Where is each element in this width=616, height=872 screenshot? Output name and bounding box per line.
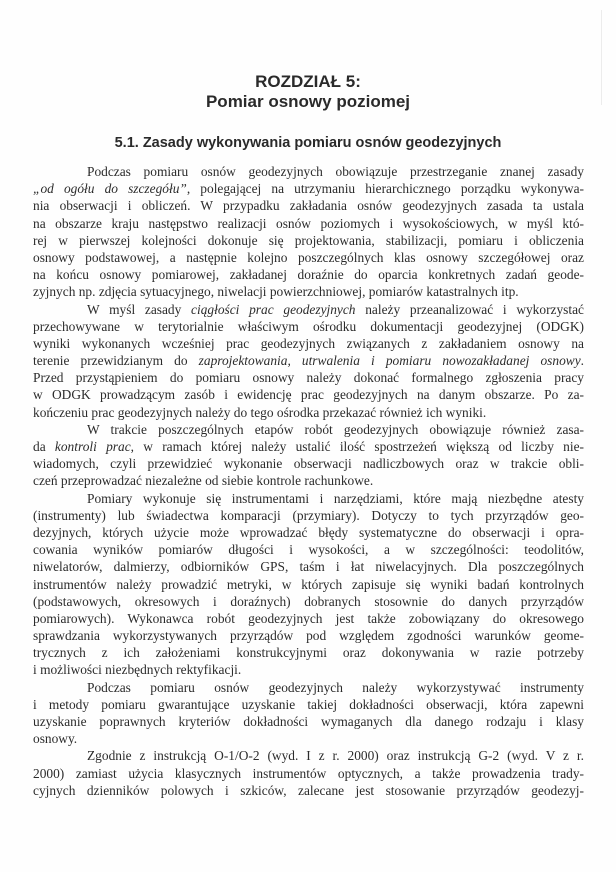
text-line xyxy=(33,593,584,610)
text-run: Przed przystąpieniem do pomiaru osnowy należy dokonać formalnego zgłoszenia pracy xyxy=(33,370,584,386)
text-run: osnowy. xyxy=(33,731,78,747)
text-run: W myśl zasady xyxy=(87,301,192,317)
text-run: przechowywane w terytorialnie właściwym ośrodku dokumentacji geodezyjnej (ODGK) xyxy=(33,318,584,334)
chapter-label: ROZDZIAŁ 5: xyxy=(255,72,361,91)
text-run: cyjnych dzienników polowych i szkiców, zalecane jest stosowanie przyrządów geodezyj- xyxy=(33,782,584,798)
text-run: zyjnych np. zdjęcia sytuacyjnego, niwelacji powierzchniowej, pomiarów katastralnych itp. xyxy=(33,284,519,300)
text-line xyxy=(33,232,584,249)
text-line xyxy=(33,163,584,180)
emphasis-text: kontroli prac xyxy=(54,439,131,454)
text-run: niwelatorów, dalmierzy, odbiorników GPS, taśm i łat niwelacyjnych. Dla poszczególnych xyxy=(33,559,584,575)
chapter-title: Pomiar osnowy poziomej xyxy=(205,92,411,111)
text-line xyxy=(33,541,584,558)
text-run: instrumentów należy prowadzić metryki, w których zapisuje się wyniki badań kontrolnych xyxy=(33,576,584,592)
emphasis-text: zaprojektowania, utrwalenia i pomiaru nowozakładanej osnowy xyxy=(198,353,581,369)
text-line xyxy=(33,249,584,266)
text-line xyxy=(33,369,584,386)
text-run: sprawdzania wykorzystywanych przyrządów pod względem zgodności warunków geome- xyxy=(33,628,584,644)
text-line xyxy=(33,782,584,799)
text-line xyxy=(33,438,584,455)
text-run: da xyxy=(33,439,55,454)
text-run: i możliwości niezbędnych rektyfikacji. xyxy=(33,662,242,678)
text-line xyxy=(33,318,584,335)
text-run: nia obserwacji i obliczeń. W przypadku zakładania osnów geodezyjnych zasada ta ustala xyxy=(33,198,584,214)
text-run: na obszarze kraju następstwo realizacji osnów poziomych i wysokościowych, w myśl któ- xyxy=(33,215,584,231)
text-line xyxy=(33,661,584,678)
text-run: Pomiary wykonuje się instrumentami i narzędziami, które mają niezbędne atesty xyxy=(87,490,584,506)
text-run: wyniki wykonanych wcześniej prac geodezyjnych związanych z zakładaniem osnowy na xyxy=(33,335,584,351)
text-line xyxy=(33,421,584,438)
text-line xyxy=(33,404,584,421)
text-run: (instrumenty) lub świadectwa komparacji (przymiary). Dotyczy to tych przyrządów geo- xyxy=(33,507,584,523)
text-line xyxy=(33,696,584,713)
text-line xyxy=(33,490,584,507)
text-run: na końcu osnowy pomiarowej, zakładanej doraźnie do oparcia konkretnych zadań geode- xyxy=(33,267,584,283)
text-run: (podstawowych, okresowych i doraźnych) dobranych stosownie do danych przyrządów xyxy=(33,593,584,609)
text-line xyxy=(33,558,584,575)
text-run: czeń przeprowadzać niezależne od siebie kontrole rachunkowe. xyxy=(33,473,374,489)
text-run: 2000) zamiast użycia klasycznych instrumentów optycznych, a także prowadzenia trady- xyxy=(33,765,584,781)
text-line xyxy=(33,507,584,524)
text-line xyxy=(33,679,584,696)
text-run: wiadomych, czyli przewidzieć wykonanie obserwacji nadliczbowych oraz w trakcie obli- xyxy=(33,456,584,472)
text-run: W trakcie poszczególnych etapów robót geodezyjnych obowiązuje również zasa- xyxy=(87,421,584,437)
text-run: i metody pomiaru gwarantujące uzyskanie takiej dokładności obserwacji, która zapewni xyxy=(33,696,584,712)
text-run: w ODGK prowadzącym zasób i ewidencję prac geodezyjnych na danym obszarze. Po za- xyxy=(33,387,584,403)
text-run: kończeniu prac geodezyjnych należy do tego ośrodka przekazać również ich wyniki. xyxy=(33,404,487,420)
text-line xyxy=(33,472,584,489)
text-run: . xyxy=(580,353,584,369)
text-line xyxy=(33,266,584,283)
text-run: cowania wyników pomiarów długości i wysokości, a w szczególności: teodolitów, xyxy=(33,542,584,558)
text-run: należy przeanalizować i wykorzystać xyxy=(355,301,584,317)
text-line xyxy=(33,335,584,352)
section-heading: 5.1. Zasady wykonywania pomiaru osnów geodezyjnych xyxy=(114,135,502,151)
text-run: rej w pierwszej kolejności dokonuje się projektowania, stabilizacji, pomiaru i obliczenia xyxy=(33,232,584,248)
text-run: , w ramach której należy ustalić ilość spostrzeżeń większą od liczby nie- xyxy=(130,439,584,454)
text-line xyxy=(33,352,584,369)
text-run: terenie przewidzianym do xyxy=(33,353,199,369)
text-run: Zgodnie z instrukcją O-1/O-2 (wyd. I z r. 2000) oraz instrukcją G-2 (wyd. V z r. xyxy=(87,748,584,764)
text-run: , polegającej na utrzymaniu hierarchicznego porządku wykonywa- xyxy=(186,181,584,197)
text-run: Podczas pomiaru osnów geodezyjnych obowiązuje przestrzeganie znanej zasady xyxy=(87,164,584,179)
text-line xyxy=(33,386,584,403)
text-line xyxy=(33,283,584,300)
text-run: pomiarowych). Wykonawca robót geodezyjnych jest także zobowiązany do okresowego xyxy=(33,610,584,626)
text-line xyxy=(33,713,584,730)
text-line xyxy=(33,747,584,764)
text-line xyxy=(33,765,584,782)
text-line xyxy=(33,301,584,318)
emphasis-text: ciągłości prac geodezyjnych xyxy=(191,301,356,317)
text-line xyxy=(33,730,584,747)
text-line xyxy=(33,455,584,472)
text-line xyxy=(33,627,584,644)
text-line xyxy=(33,644,584,661)
text-line xyxy=(33,610,584,627)
text-line xyxy=(33,215,584,232)
text-run: trycznych z ich założeniami konstrukcyjnymi oraz dokonywania w razie potrzeby xyxy=(33,645,584,661)
text-line xyxy=(33,197,584,214)
text-run: osnowy podstawowej, a następnie kolejno poszczególnych klas osnowy szczegółowej oraz xyxy=(33,249,584,265)
text-line xyxy=(33,524,584,541)
text-run: uzyskanie poprawnych kryteriów dokładności wymaganych dla danego rodzaju i klasy xyxy=(33,714,584,729)
text-line xyxy=(33,180,584,197)
text-run: Podczas pomiaru osnów geodezyjnych należy wykorzystywać instrumenty xyxy=(87,679,584,695)
body-text xyxy=(33,163,584,799)
emphasis-text: „od ogółu do szczegółu” xyxy=(33,181,187,197)
text-line xyxy=(33,576,584,593)
text-run: dezyjnych, których użycie może wprowadzać błędy systematyczne do obserwacji i opra- xyxy=(33,524,584,540)
